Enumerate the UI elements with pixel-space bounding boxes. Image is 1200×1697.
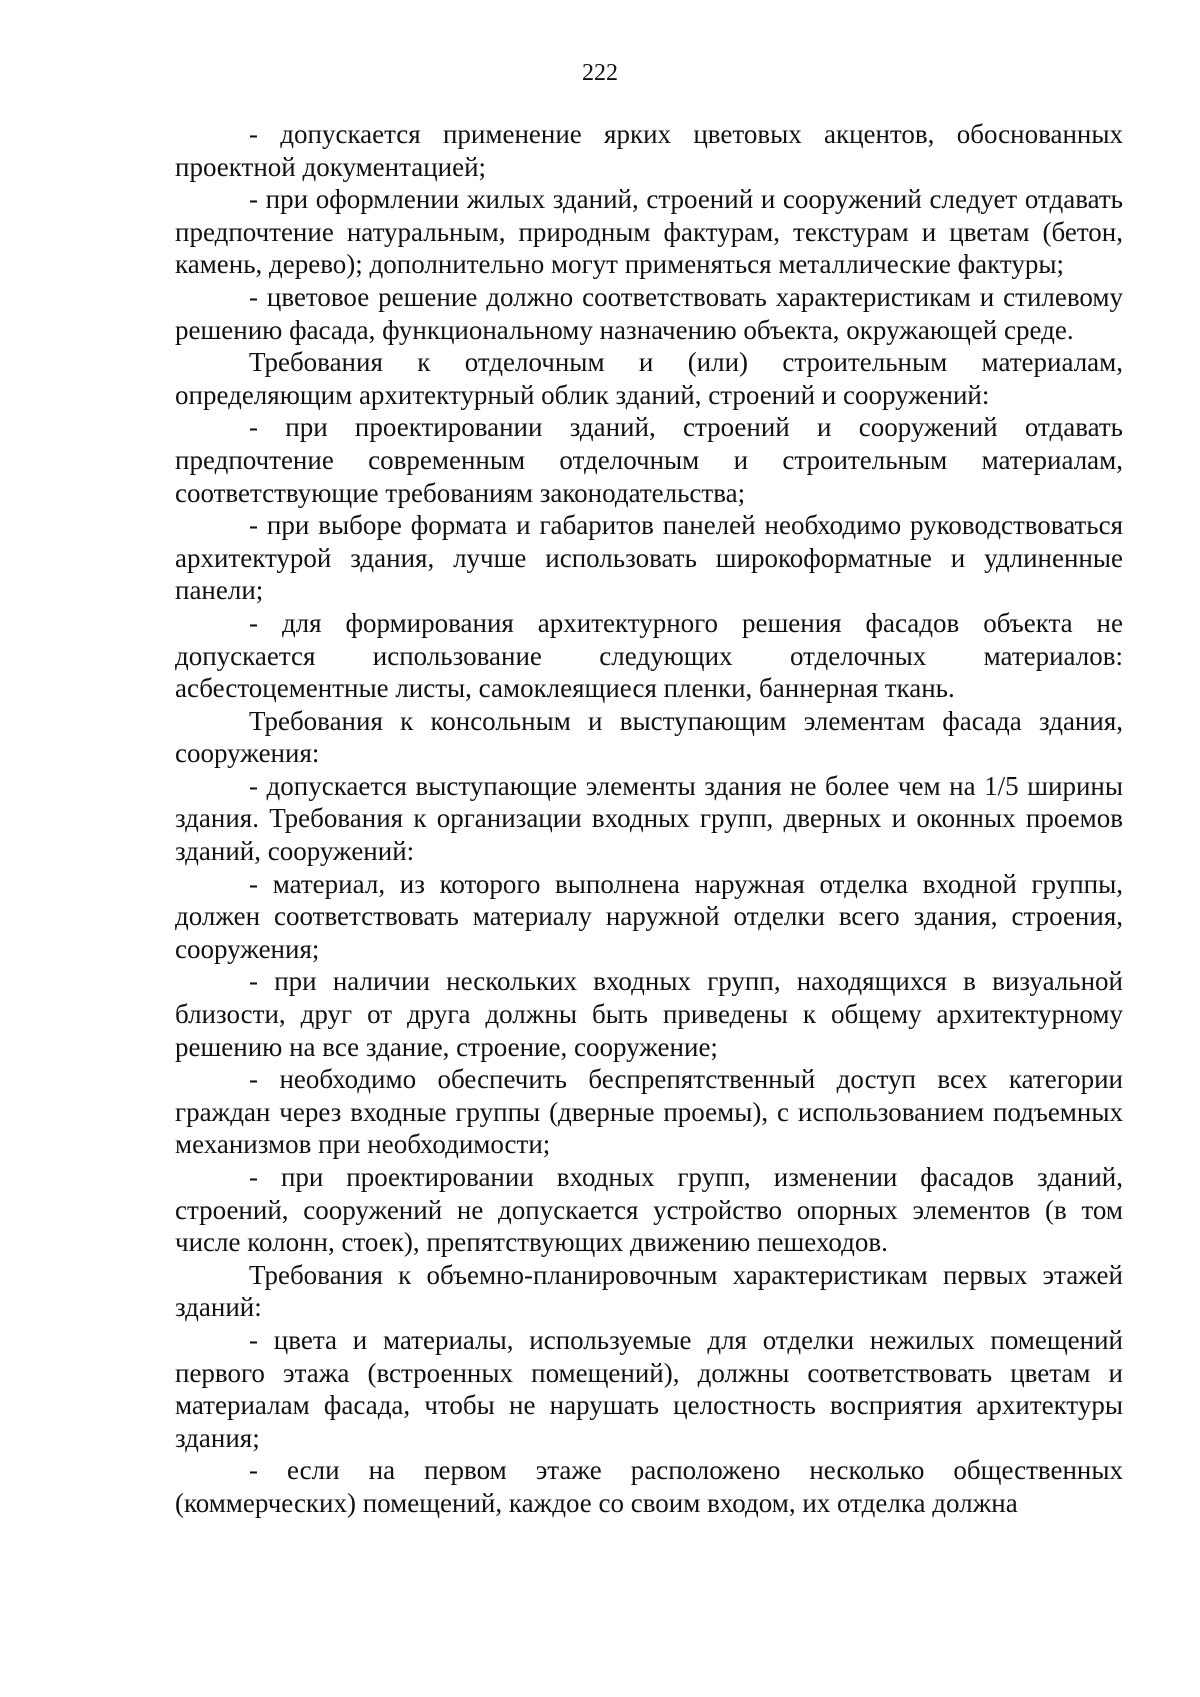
- paragraph-first-floor-colors: - цвета и материалы, используемые для отделки нежилых помещений первого этажа (встроенных помещений), должны соответствовать цветам и материалам фасада, чтобы не нарушать целостность восприятия архитектуры здания;: [175, 1324, 1123, 1453]
- paragraph-panel-format: - при выборе формата и габаритов панелей необходимо руководствоваться архитектурой здания, лучше использовать широкоформатные и удлиненные панели;: [175, 510, 1123, 606]
- paragraph-modern-materials: - при проектировании зданий, строений и сооружений отдавать предпочтение современным отделочным и строительным материалам, соответствующие требованиям законодательства;: [175, 412, 1123, 508]
- paragraph-accessibility: - необходимо обеспечить беспрепятственный доступ всех категории граждан через входные группы (дверные проемы), с использованием подъемных механизмов при необходимости;: [175, 1064, 1123, 1160]
- heading-first-floors: Требования к объемно-планировочным характеристикам первых этажей зданий:: [175, 1259, 1123, 1323]
- document-body: [175, 118, 1123, 1520]
- page-number: 222: [582, 60, 618, 86]
- paragraph-entrance-finish: - материал, из которого выполнена наружная отделка входной группы, должен соответствовать материалу наружной отделки всего здания, строения, сооружения;: [175, 868, 1123, 964]
- paragraph-commercial-premises: - если на первом этаже расположено несколько общественных (коммерческих) помещений, каждое со своим входом, их отделка должна: [175, 1455, 1123, 1518]
- paragraph-multiple-entrances: - при наличии нескольких входных групп, находящихся в визуальной близости, друг от друга должны быть приведены к общему архитектурному решению на все здание, строение, сооружение;: [175, 966, 1123, 1062]
- paragraph-color-solution: - цветовое решение должно соответствовать характеристикам и стилевому решению фасада, функциональному назначению объекта, окружающей среде.: [175, 281, 1123, 345]
- paragraph-bright-accents: - допускается применение ярких цветовых акцентов, обоснованных проектной документацией;: [175, 119, 1123, 182]
- heading-finishing-materials: Требования к отделочным и (или) строительным материалам, определяющим архитектурный облик зданий, строений и сооружений:: [175, 347, 1123, 410]
- paragraph-natural-textures: - при оформлении жилых зданий, строений и сооружений следует отдавать предпочтение натуральным, природным фактурам, текстурам и цветам (бетон, камень, дерево); дополнительно могут применяться металлические фактуры;: [175, 184, 1123, 280]
- paragraph-support-elements: - при проектировании входных групп, изменении фасадов зданий, строений, сооружений не допускается устройство опорных элементов (в том числе колонн, стоек), препятствующих движению пешеходов.: [175, 1162, 1123, 1258]
- paragraph-protruding-elements: - допускается выступающие элементы здания не более чем на 1/5 ширины здания. Требования к организации входных групп, дверных и оконных проемов зданий, сооружений:: [175, 770, 1123, 867]
- paragraph-prohibited-materials: - для формирования архитектурного решения фасадов объекта не допускается использование следующих отделочных материалов: асбестоцементные листы, самоклеящиеся пленки, баннерная ткань.: [175, 607, 1123, 704]
- heading-console-elements: Требования к консольным и выступающим элементам фасада здания, сооружения:: [175, 705, 1123, 769]
